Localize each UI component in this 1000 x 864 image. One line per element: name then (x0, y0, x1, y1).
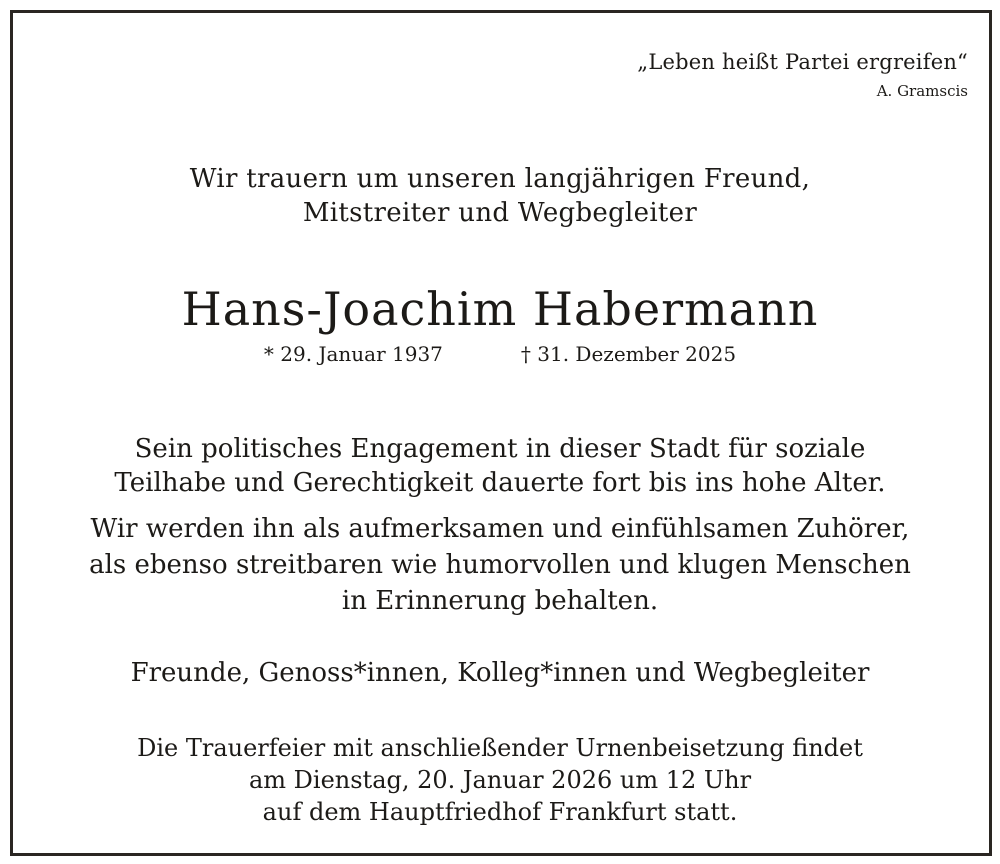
tribute-line: in Erinnerung behalten. (341, 586, 659, 616)
quote-author: A. Gramscis (876, 82, 968, 100)
ceremony-line: am Dienstag, 20. Januar 2026 um 12 Uhr (248, 766, 752, 794)
tribute-line: Sein politisches Engagement in dieser Stadt für soziale (134, 434, 866, 464)
tribute-paragraph-2 (0, 511, 1000, 619)
ceremony-info (0, 732, 1000, 828)
tribute-paragraph-1 (0, 432, 1000, 500)
intro-text (0, 162, 1000, 230)
birth-date: * 29. Januar 1937 (263, 342, 443, 366)
signers: Freunde, Genoss*innen, Kolleg*innen und Wegbegleiter (130, 658, 870, 688)
tribute-line: Teilhabe und Gerechtigkeit dauerte fort bis ins hohe Alter. (114, 468, 886, 498)
intro-line: Mitstreiter und Wegbegleiter (302, 198, 698, 228)
quote-text: „Leben heißt Partei ergreifen“ (637, 50, 968, 74)
intro-line: Wir trauern um unseren langjährigen Freund, (189, 164, 811, 194)
tribute-line: Wir werden ihn als aufmerksamen und einfühlsamen Zuhörer, (90, 514, 910, 544)
ceremony-line: auf dem Hauptfriedhof Frankfurt statt. (262, 798, 738, 826)
ceremony-line: Die Trauerfeier mit anschließender Urnenbeisetzung findet (137, 734, 863, 762)
quote-block (637, 48, 968, 102)
deceased-name: Hans-Joachim Habermann (181, 282, 819, 336)
death-date: † 31. Dezember 2025 (520, 342, 737, 366)
tribute-line: als ebenso streitbaren wie humorvollen und klugen Menschen (89, 550, 911, 580)
life-dates (0, 340, 1000, 368)
